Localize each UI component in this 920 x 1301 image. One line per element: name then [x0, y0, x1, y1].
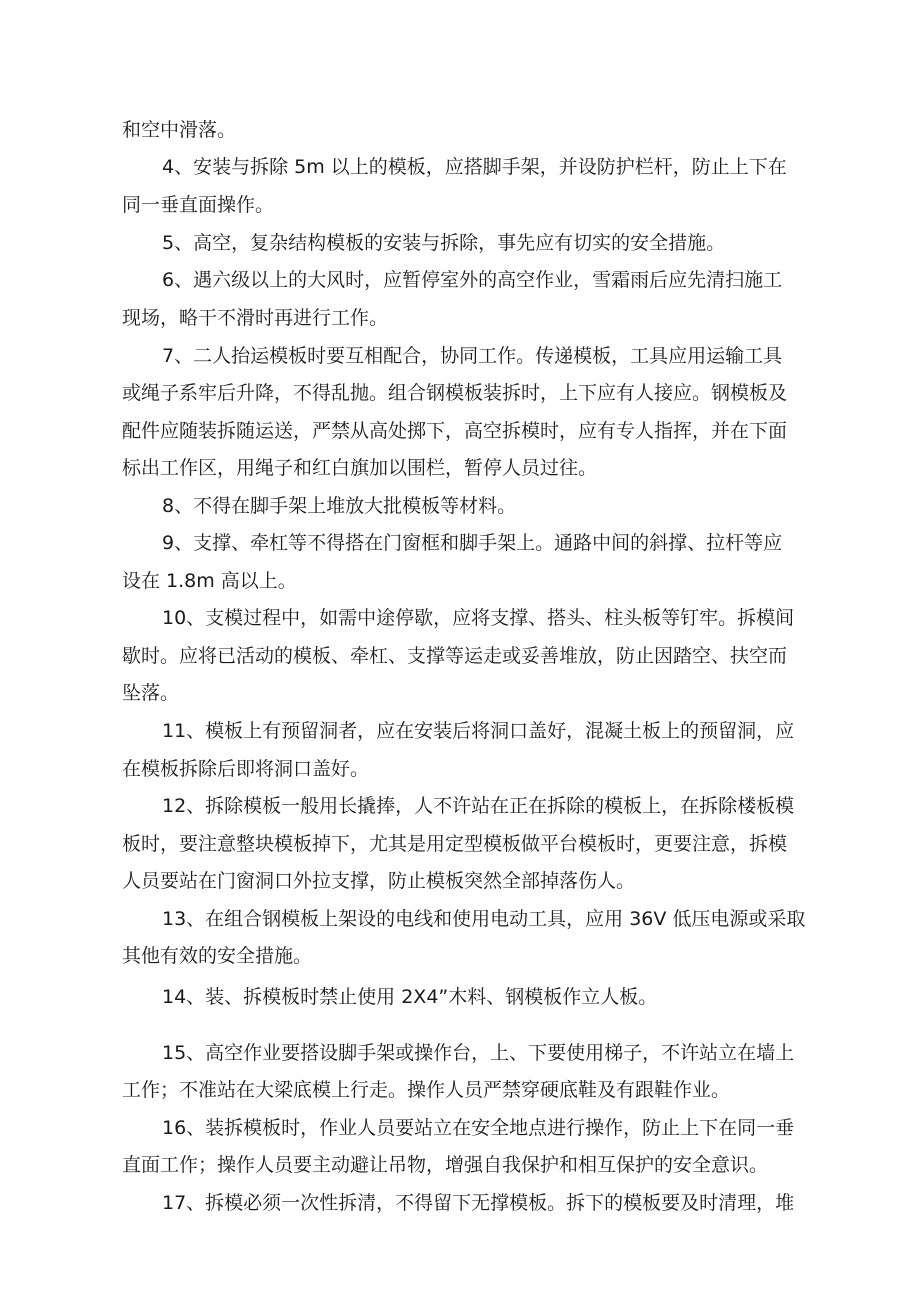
- text-line: 标出工作区，用绳子和红白旗加以围栏，暂停人员过往。: [122, 457, 598, 479]
- text-line: 设在 1.8m 高以上。: [122, 570, 297, 592]
- text-line: 坠落。: [122, 682, 180, 704]
- text-line: 14、装、拆模板时禁止使用 2X4”木料、钢模板作立人板。: [162, 986, 658, 1008]
- text-line: 5、高空，复杂结构模板的安装与拆除，事先应有切实的安全措施。: [162, 232, 726, 254]
- text-line: 6、遇六级以上的大风时，应暂停室外的高空作业，雪霜雨后应先清扫施工: [162, 269, 783, 291]
- text-line: 16、装拆模板时，作业人员要站立在安全地点进行操作，防止上下在同一垂: [162, 1117, 795, 1139]
- text-line: 9、支撑、牵杠等不得搭在门窗框和脚手架上。通路中间的斜撑、拉杆等应: [162, 532, 783, 554]
- text-line: 和空中滑落。: [122, 119, 237, 141]
- text-line: 现场，略干不滑时再进行工作。: [122, 307, 389, 329]
- text-line: 10、支模过程中，如需中途停歇，应将支撑、搭头、柱头板等钉牢。拆模间: [162, 607, 795, 629]
- text-line: 7、二人抬运模板时要互相配合，协同工作。传递模板，工具应用运输工具: [162, 345, 783, 367]
- text-line: 配件应随装拆随运送，严禁从高处掷下，高空拆模时，应有专人指挥，并在下面: [122, 420, 788, 442]
- text-line: 同一垂直面操作。: [122, 194, 275, 216]
- text-line: 直面工作；操作人员要主动避让吊物，增强自我保护和相互保护的安全意识。: [122, 1154, 769, 1176]
- text-line: 歇时。应将已活动的模板、牵杠、支撑等运走或妥善堆放，防止因踏空、扶空而: [122, 645, 788, 667]
- text-line: 人员要站在门窗洞口外拉支撑，防止模板突然全部掉落伤人。: [122, 870, 636, 892]
- text-line: 15、高空作业要搭设脚手架或操作台，上、下要使用梯子，不许站立在墙上: [162, 1042, 795, 1064]
- text-line: 8、不得在脚手架上堆放大批模板等材料。: [162, 495, 517, 517]
- text-line: 13、在组合钢模板上架设的电线和使用电动工具，应用 36V 低压电源或采取: [162, 908, 806, 930]
- text-line: 其他有效的安全措施。: [122, 945, 313, 967]
- text-line: 11、模板上有预留洞者，应在安装后将洞口盖好，混凝土板上的预留洞，应: [162, 720, 795, 742]
- text-line: 板时，要注意整块模板掉下，尤其是用定型模板做平台模板时，更要注意，拆模: [122, 833, 788, 855]
- text-line: 12、拆除模板一般用长撬捧，人不许站在正在拆除的模板上，在拆除楼板模: [162, 795, 795, 817]
- text-line: 4、安装与拆除 5m 以上的模板，应搭脚手架，并设防护栏杆，防止上下在: [162, 156, 787, 178]
- text-line: 在模板拆除后即将洞口盖好。: [122, 758, 370, 780]
- text-line: 工作；不准站在大梁底模上行走。操作人员严禁穿硬底鞋及有跟鞋作业。: [122, 1079, 731, 1101]
- text-line: 或绳子系牢后升降，不得乱抛。组合钢模板装拆时，上下应有人接应。钢模板及: [122, 382, 788, 404]
- text-line: 17、拆模必须一次性拆清，不得留下无撑模板。拆下的模板要及时清理，堆: [162, 1192, 795, 1214]
